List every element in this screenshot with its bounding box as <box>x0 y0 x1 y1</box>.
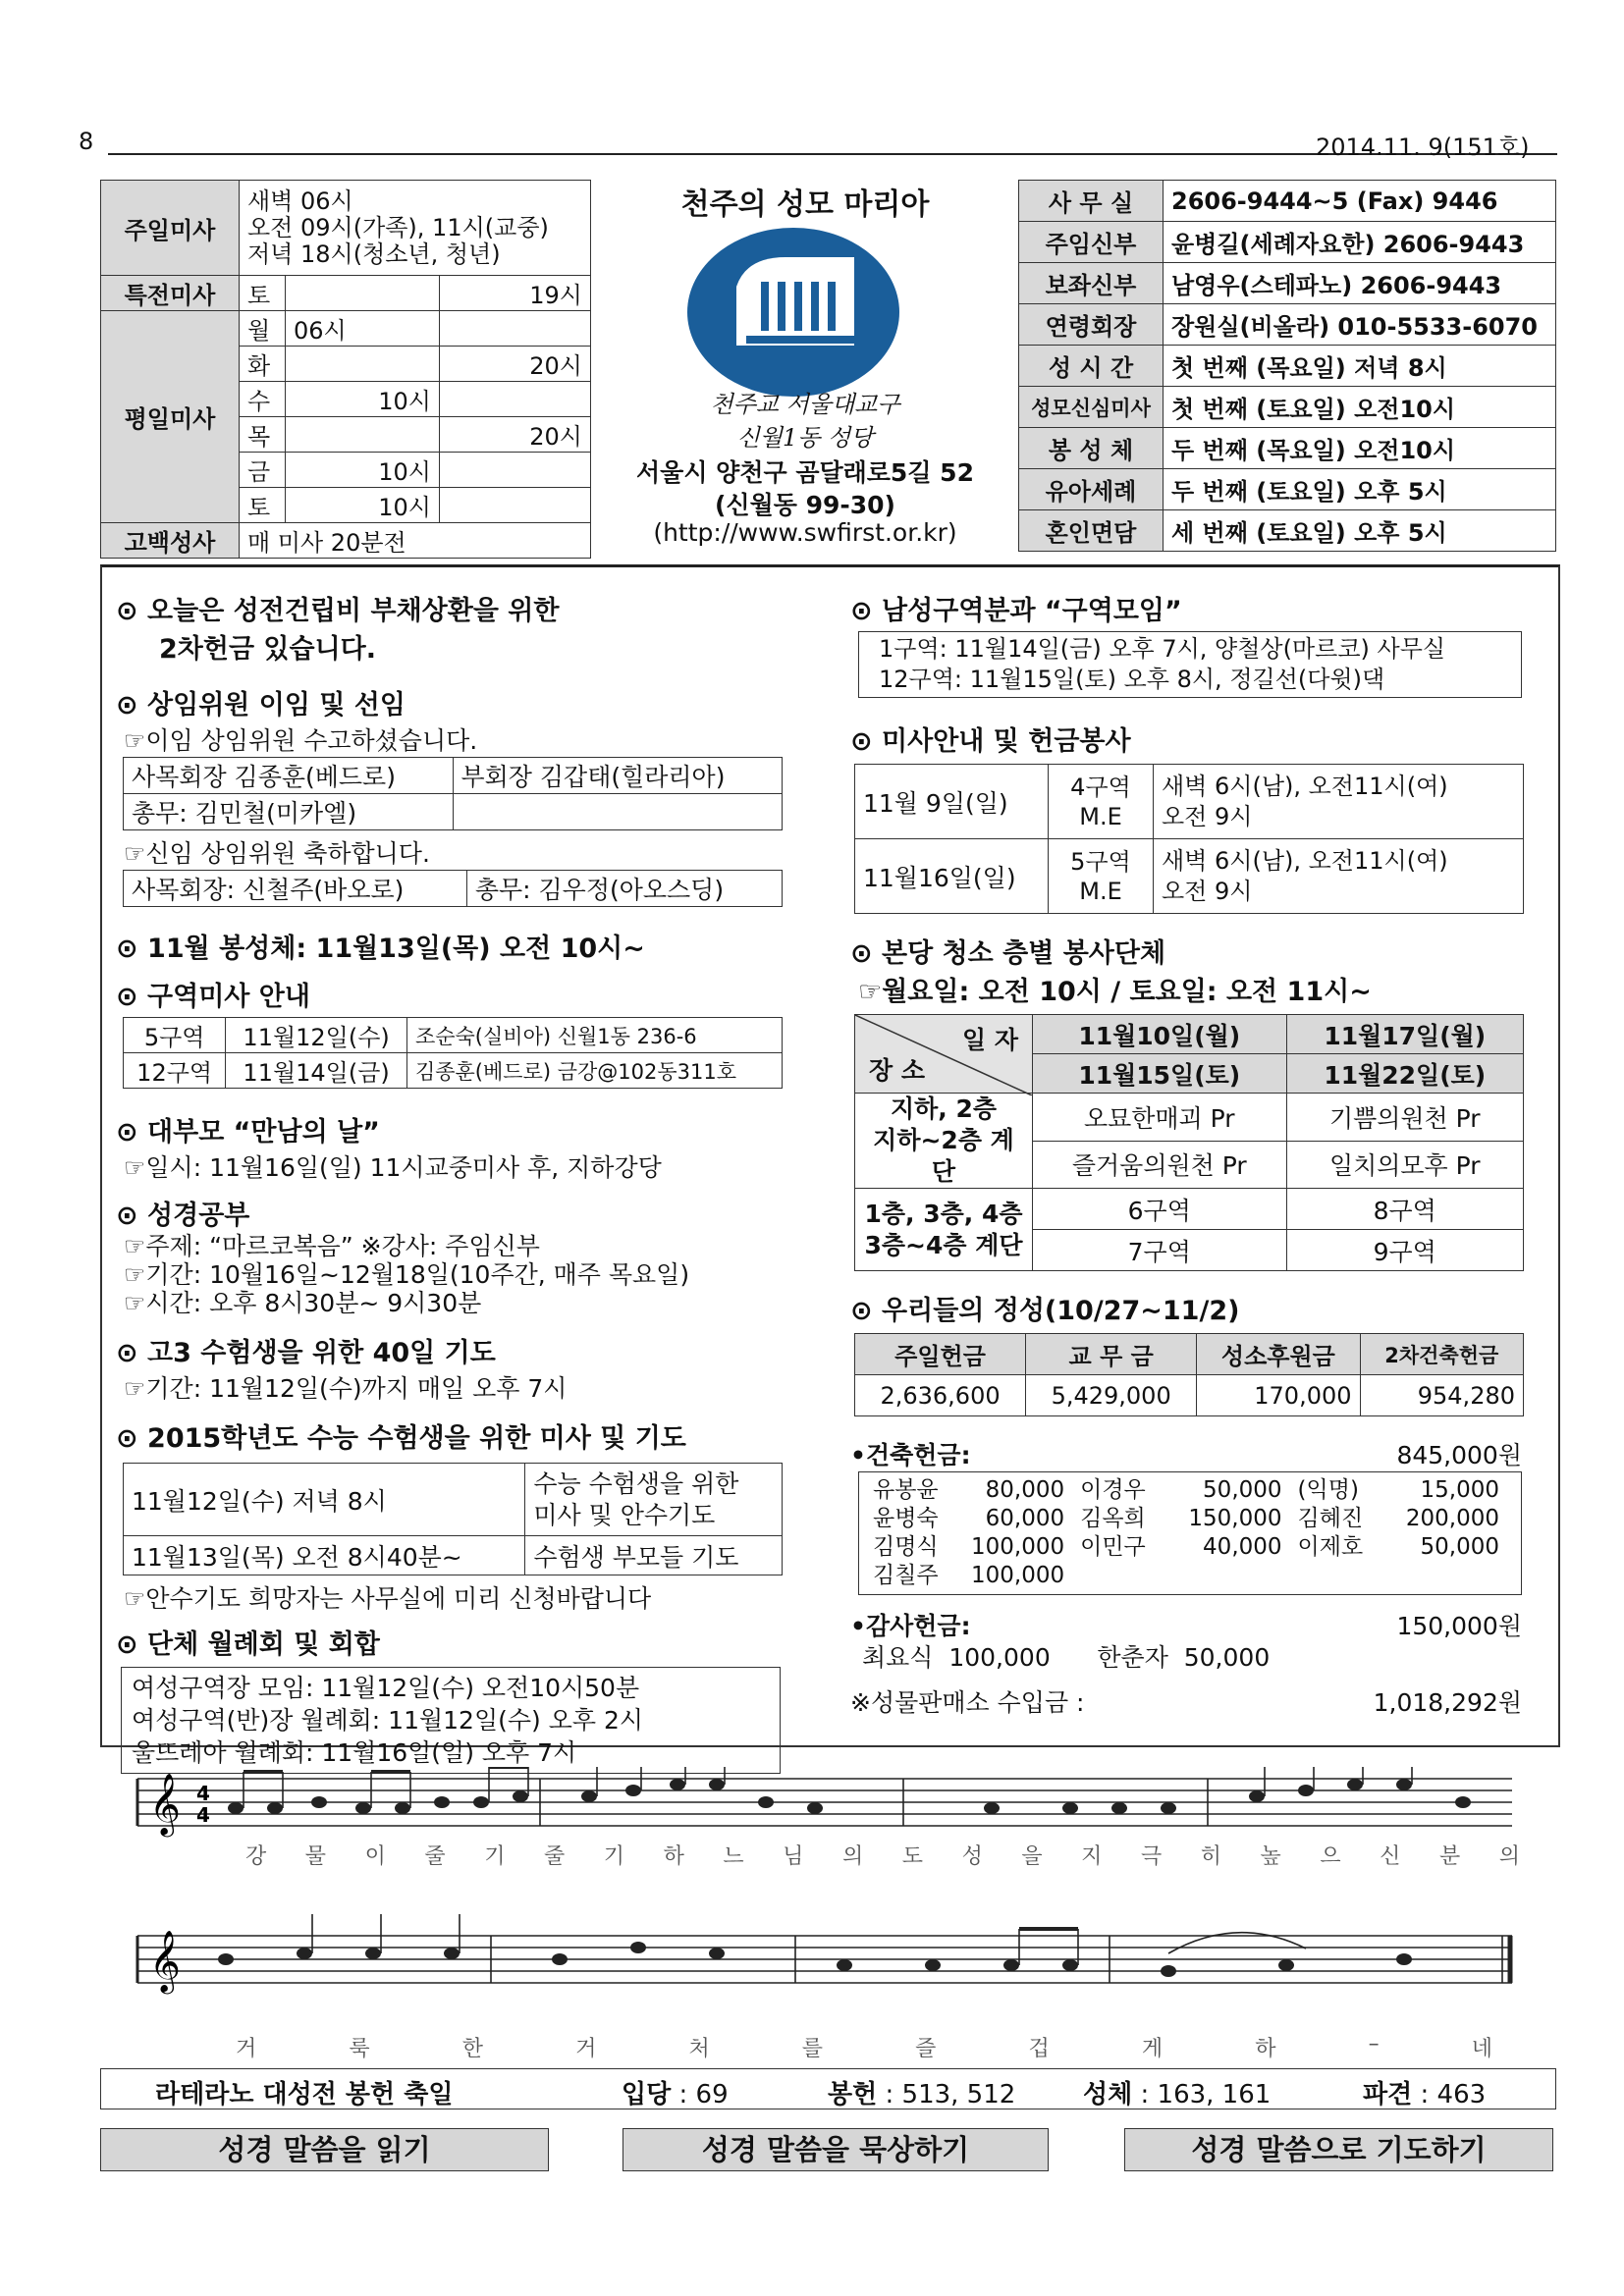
donor-amount: 15,000 <box>1420 1477 1499 1503</box>
cleaning-header-corner <box>855 1015 1033 1094</box>
donor-name: 이경우 <box>1080 1477 1146 1503</box>
district: 12구역 <box>124 1053 226 1089</box>
weekday-early: 06시 <box>285 311 439 347</box>
bible-study-line: ☞시간: 오후 8시30분~ 9시30분 <box>124 1289 482 1317</box>
logo-caption-1: 천주교 서울대교구 <box>710 391 900 418</box>
group-meeting-line: 여성구역장 모임: 11월12일(수) 오전10시50분 <box>132 1674 640 1702</box>
lyric-syllable: 즐 <box>915 2037 937 2061</box>
donor-name: 유봉윤 <box>873 1477 939 1503</box>
parish-address-2: (신월동 99-30) <box>715 491 895 519</box>
contact-label: 사 무 실 <box>1019 181 1164 222</box>
lyric-syllable: 물 <box>304 1844 329 1869</box>
cleaning-date: 11월10일(월) <box>1033 1015 1287 1054</box>
lyric-syllable: 성 <box>961 1844 985 1869</box>
donor-name: 김명식 <box>873 1534 939 1560</box>
district-date: 11월12일(수) <box>226 1018 407 1053</box>
donor-amount: 100,000 <box>971 1534 1065 1560</box>
lyric-syllable: 한 <box>461 2037 483 2061</box>
shop-income-total: 1,018,292원 <box>1373 1688 1522 1717</box>
contact-label: 성 시 간 <box>1019 346 1164 387</box>
lyric-syllable: 기 <box>603 1844 627 1869</box>
committee-title: ⊙ 상임위원 이임 및 선임 <box>116 690 406 721</box>
weekday-mid: 10시 <box>285 453 439 488</box>
incoming-member: 사목회장: 신철주(바오로) <box>124 871 467 907</box>
lyric-syllable: 처 <box>688 2037 710 2061</box>
thanks-offering-header <box>850 1605 1538 1638</box>
south-district-box <box>858 631 1522 698</box>
contact-value: 장원실(비올라) 010-5533-6070 <box>1164 304 1556 346</box>
district-date: 11월14일(금) <box>226 1053 407 1089</box>
cleaning-group: 즐거움의원천 Pr <box>1033 1141 1287 1189</box>
donor-amount: 150,000 <box>1188 1506 1282 1531</box>
donor-amount: 100,000 <box>971 1563 1065 1588</box>
cleaning-date: 11월22일(토) <box>1286 1054 1523 1094</box>
cleaning-head-date: 일 자 <box>961 1026 1018 1054</box>
confession-label: 고백성사 <box>101 523 240 559</box>
hymn-lyrics-line-1 <box>245 1840 1522 1870</box>
lyric-syllable: 거 <box>236 2037 257 2061</box>
thanks-offering-total: 150,000원 <box>1396 1612 1522 1640</box>
organ-pipes-icon <box>687 228 899 397</box>
contact-value: 세 번째 (토요일) 오후 5시 <box>1164 510 1556 552</box>
bible-study-title: ⊙ 성경공부 <box>116 1201 250 1231</box>
contact-value: 남영우(스테파노) 2606-9443 <box>1164 263 1556 304</box>
lyric-syllable: 극 <box>1140 1844 1164 1869</box>
lyric-syllable: 으 <box>1320 1844 1343 1869</box>
prayer-40-text: ☞기간: 11월12일(수)까지 매일 오후 7시 <box>124 1374 568 1403</box>
cleaning-title: ⊙ 본당 청소 층별 봉사단체 <box>850 938 1166 969</box>
logo-caption-2: 신월1동 성당 <box>736 424 874 452</box>
exam-note: ☞안수기도 희망자는 사무실에 미리 신청바랍니다 <box>124 1584 652 1613</box>
special-mass-label: 특전미사 <box>101 276 240 311</box>
cleaning-place: 1층, 3층, 4층 3층~4층 계단 <box>855 1189 1033 1271</box>
contacts-table <box>1018 180 1556 552</box>
donor-name: (익명) <box>1297 1477 1359 1503</box>
offertory-hymn: 봉헌 : 513, 512 <box>828 2080 1016 2109</box>
exam-event: 수능 수험생을 위한 미사 및 안수기도 <box>525 1464 783 1536</box>
right-column <box>850 589 1538 1717</box>
feast-title: 라테라노 대성전 봉헌 축일 <box>155 2080 454 2109</box>
lyric-syllable: 을 <box>1021 1844 1045 1869</box>
weekday-day: 금 <box>239 453 285 488</box>
godparent-text: ☞일시: 11월16일(일) 11시교중미사 후, 지하강당 <box>124 1153 662 1182</box>
outgoing-member: 부회장 김갑태(힐라리아) <box>453 758 783 794</box>
district-mass-title: ⊙ 구역미사 안내 <box>116 982 310 1012</box>
cleaning-group: 오묘한매괴 Pr <box>1033 1094 1287 1142</box>
building-offering-total: 845,000원 <box>1396 1441 1522 1469</box>
cleaning-group: 6구역 <box>1033 1189 1287 1230</box>
parish-address: 서울시 양천구 곰달래로5길 52 <box>636 458 974 487</box>
mass-guide-title: ⊙ 미사안내 및 헌금봉사 <box>850 726 1131 757</box>
contact-value: 두 번째 (목요일) 오전10시 <box>1164 428 1556 469</box>
offering-table <box>854 1333 1524 1416</box>
group-meeting-box <box>121 1667 781 1774</box>
cleaning-group: 9구역 <box>1286 1230 1523 1271</box>
svg-text:4: 4 <box>196 1782 210 1805</box>
offering-head: 주일헌금 <box>855 1334 1026 1375</box>
cleaning-date: 11월17일(월) <box>1286 1015 1523 1054</box>
district-mass-table <box>123 1017 783 1089</box>
weekday-late: 20시 <box>439 347 590 382</box>
contact-label: 혼인면담 <box>1019 510 1164 552</box>
weekday-day: 수 <box>239 382 285 417</box>
svg-text:𝄞: 𝄞 <box>149 1773 181 1835</box>
parish-title: 천주의 성모 마리아 <box>680 187 930 222</box>
weekday-day: 목 <box>239 417 285 453</box>
bible-meditate-box: 성경 말씀을 묵상하기 <box>623 2128 1049 2171</box>
donor-amount: 40,000 <box>1203 1534 1282 1560</box>
guide-date: 11월16일(일) <box>855 839 1049 914</box>
building-donors-box <box>858 1471 1522 1595</box>
shop-income-row <box>850 1680 1538 1717</box>
incoming-committee-table <box>123 870 783 907</box>
bible-study-line: ☞주제: “마르코복음” ※강사: 주임신부 <box>124 1232 540 1260</box>
building-offering-label: •건축헌금: <box>850 1441 971 1469</box>
weekday-mass-label: 평일미사 <box>101 311 240 523</box>
cleaning-group: 8구역 <box>1286 1189 1523 1230</box>
cleaning-place: 지하, 2층 지하~2층 계단 <box>855 1094 1033 1189</box>
lyric-syllable: 를 <box>801 2037 824 2061</box>
lyric-syllable: 도 <box>901 1844 926 1869</box>
weekday-late: 20시 <box>439 417 590 453</box>
lyric-syllable: 지 <box>1081 1844 1105 1869</box>
dismissal-hymn: 파견 : 463 <box>1363 2080 1487 2109</box>
offering-value: 2,636,600 <box>855 1375 1026 1416</box>
weekday-mid: 10시 <box>285 382 439 417</box>
donor-name: 윤병숙 <box>873 1506 939 1531</box>
lyric-syllable: 히 <box>1200 1844 1224 1869</box>
donor-amount: 50,000 <box>1203 1477 1282 1503</box>
exam-prayer-table <box>123 1463 783 1575</box>
exam-event: 수험생 부모들 기도 <box>525 1536 783 1575</box>
guide-times: 새벽 6시(남), 오전11시(여) 오전 9시 <box>1154 765 1524 839</box>
lyric-syllable: 룩 <box>349 2037 370 2061</box>
lyric-syllable: 의 <box>1498 1844 1522 1869</box>
thanks-offering-donors: 최요식 100,000 한춘자 50,000 <box>862 1643 1271 1672</box>
thanks-offering-label: •감사헌금: <box>850 1612 971 1640</box>
lyric-syllable: 줄 <box>424 1844 448 1869</box>
offering-head: 성소후원금 <box>1197 1334 1360 1375</box>
parish-website: (http://www.swfirst.or.kr) <box>653 518 957 547</box>
contact-value: 두 번째 (토요일) 오후 5시 <box>1164 469 1556 510</box>
weekday-late <box>439 311 590 347</box>
contact-label: 유아세례 <box>1019 469 1164 510</box>
district-host: 김종훈(베드로) 금강@102동311호 <box>406 1053 782 1089</box>
lyric-syllable: 의 <box>841 1844 866 1869</box>
guide-times: 새벽 6시(남), 오전11시(여) 오전 9시 <box>1154 839 1524 914</box>
guide-group: 4구역 M.E <box>1049 765 1154 839</box>
group-meeting-line: 여성구역(반)장 월례회: 11월12일(수) 오후 2시 <box>132 1706 644 1735</box>
donor-amount: 60,000 <box>985 1506 1065 1531</box>
south-district-line: 1구역: 11월14일(금) 오후 7시, 양철상(마르코) 사무실 <box>879 635 1446 663</box>
weekday-day: 화 <box>239 347 285 382</box>
donor-amount: 80,000 <box>985 1477 1065 1503</box>
godparent-title: ⊙ 대부모 “만남의 날” <box>116 1117 380 1148</box>
cleaning-schedule: ☞월요일: 오전 10시 / 토요일: 오전 11시~ <box>858 977 1372 1007</box>
lyric-syllable: 네 <box>1471 2037 1492 2061</box>
sunday-mass-label: 주일미사 <box>101 181 240 276</box>
lyric-syllable: 이 <box>364 1844 388 1869</box>
committee-incoming-note: ☞신임 상임위원 축하합니다. <box>124 839 430 868</box>
donor-name: 이제호 <box>1297 1534 1364 1560</box>
contact-label: 보좌신부 <box>1019 263 1164 304</box>
outgoing-member: 사목회장 김종훈(베드로) <box>124 758 454 794</box>
weekday-mid: 10시 <box>285 488 439 523</box>
notice-offering-line2: 2차헌금 있습니다. <box>159 634 377 665</box>
bible-read-box: 성경 말씀을 읽기 <box>100 2128 549 2171</box>
svg-text:4: 4 <box>196 1803 210 1827</box>
contact-label: 주임신부 <box>1019 222 1164 263</box>
exam-date: 11월12일(수) 저녁 8시 <box>124 1464 525 1536</box>
donor-name: 김혜진 <box>1297 1506 1364 1531</box>
mass-schedule-table <box>100 180 591 559</box>
south-district-title: ⊙ 남성구역분과 “구역모임” <box>850 596 1182 626</box>
committee-outgoing-note: ☞이임 상임위원 수고하셨습니다. <box>124 726 478 755</box>
outgoing-committee-table <box>123 757 783 830</box>
donor-amount: 50,000 <box>1420 1534 1499 1560</box>
building-donors-table <box>873 1476 1507 1590</box>
page-number: 8 <box>79 128 94 155</box>
weekday-mass-rows <box>101 311 591 523</box>
contact-value: 윤병길(세례자요한) 2606-9443 <box>1164 222 1556 263</box>
music-staff <box>128 1767 1522 2061</box>
bible-pray-box: 성경 말씀으로 기도하기 <box>1124 2128 1553 2171</box>
guide-group: 5구역 M.E <box>1049 839 1154 914</box>
communion-notice: ⊙ 11월 봉성체: 11월13일(목) 오전 10시~ <box>116 934 645 964</box>
offering-value: 5,429,000 <box>1026 1375 1197 1416</box>
contact-label: 연령회장 <box>1019 304 1164 346</box>
lyric-syllable: 분 <box>1438 1844 1463 1869</box>
donor-name: 김칠주 <box>873 1563 939 1588</box>
lyric-syllable: 기 <box>484 1844 508 1869</box>
offering-value: 954,280 <box>1360 1375 1523 1416</box>
lyric-syllable: 하 <box>663 1844 686 1869</box>
cleaning-head-place: 장 소 <box>869 1056 926 1085</box>
donor-name: 이민구 <box>1080 1534 1146 1560</box>
lyric-syllable: 님 <box>783 1844 806 1869</box>
cleaning-date: 11월15일(토) <box>1033 1054 1287 1094</box>
offering-head: 교 무 금 <box>1026 1334 1197 1375</box>
lyric-syllable: 게 <box>1141 2037 1164 2061</box>
bible-study-line: ☞기간: 10월16일~12월18일(10주간, 매주 목요일) <box>124 1260 690 1289</box>
feast-bar <box>100 2068 1556 2109</box>
lyric-syllable: 겁 <box>1028 2037 1050 2061</box>
cleaning-group: 7구역 <box>1033 1230 1287 1271</box>
group-meeting-line: 울뜨레아 월례회: 11월16일(일) 오후 7시 <box>132 1738 577 1767</box>
incoming-member: 총무: 김우정(아오스딩) <box>466 871 782 907</box>
donor-name: 김옥희 <box>1080 1506 1146 1531</box>
special-mass-time: 19시 <box>439 276 590 311</box>
communion-hymn: 성체 : 163, 161 <box>1083 2080 1272 2109</box>
lyric-syllable: 높 <box>1260 1844 1283 1869</box>
svg-text:𝄞: 𝄞 <box>149 1930 181 1992</box>
district: 5구역 <box>124 1018 226 1053</box>
special-mass-day: 토 <box>239 276 285 311</box>
group-meeting-title: ⊙ 단체 월례회 및 회합 <box>116 1629 380 1660</box>
lyric-syllable: 거 <box>575 2037 597 2061</box>
lyric-syllable: 신 <box>1380 1844 1403 1869</box>
lyric-syllable: 느 <box>723 1844 746 1869</box>
offering-value: 170,000 <box>1197 1375 1360 1416</box>
shop-income-label: ※성물판매소 수입금 : <box>850 1688 1085 1717</box>
mass-guide-table <box>854 764 1524 914</box>
prayer-40-title: ⊙ 고3 수험생을 위한 40일 기도 <box>116 1338 496 1368</box>
cleaning-table <box>854 1014 1524 1271</box>
south-district-line: 12구역: 11월15일(토) 오후 8시, 정길선(다윗)댁 <box>879 666 1385 693</box>
contact-label: 봉 성 체 <box>1019 428 1164 469</box>
lyric-syllable: – <box>1368 2032 1380 2056</box>
notice-offering: ⊙ 오늘은 성전건립비 부채상환을 위한 <box>116 596 560 626</box>
contact-value: 2606-9444~5 (Fax) 9446 <box>1164 181 1556 222</box>
contact-value: 첫 번째 (토요일) 오전10시 <box>1164 387 1556 428</box>
entrance-hymn: 입당 : 69 <box>622 2080 729 2109</box>
weekday-day: 월 <box>239 311 285 347</box>
lyric-syllable: 줄 <box>543 1844 568 1869</box>
exam-prayer-title: ⊙ 2015학년도 수능 수험생을 위한 미사 및 기도 <box>116 1423 686 1454</box>
cleaning-group: 일치의모후 Pr <box>1286 1141 1523 1189</box>
donor-amount: 200,000 <box>1405 1506 1499 1531</box>
offering-title: ⊙ 우리들의 정성(10/27~11/2) <box>850 1296 1240 1326</box>
cleaning-group: 기쁨의원천 Pr <box>1286 1094 1523 1142</box>
parish-logo <box>687 228 899 397</box>
contact-value: 첫 번째 (목요일) 저녁 8시 <box>1164 346 1556 387</box>
district-host: 조순숙(실비아) 신월1동 236-6 <box>406 1018 782 1053</box>
hymn-score <box>128 1767 1522 2061</box>
lyric-syllable: 하 <box>1255 2037 1276 2061</box>
guide-date: 11월 9일(일) <box>855 765 1049 839</box>
lyric-syllable: 강 <box>245 1844 269 1869</box>
issue-date: 2014.11. 9(151호) <box>1316 133 1530 161</box>
exam-date: 11월13일(목) 오전 8시40분~ <box>124 1536 525 1575</box>
confession-text: 매 미사 20분전 <box>239 523 590 559</box>
offering-head: 2차건축헌금 <box>1360 1334 1523 1375</box>
building-offering-header <box>850 1432 1538 1471</box>
contact-label: 성모신심미사 <box>1019 387 1164 428</box>
left-column <box>116 589 793 1774</box>
weekday-day: 토 <box>239 488 285 523</box>
outgoing-member: 총무: 김민철(미카엘) <box>124 794 454 830</box>
hymn-lyrics-line-2 <box>236 2032 1492 2062</box>
sunday-mass-times: 새벽 06시 오전 09시(가족), 11시(교중) 저녁 18시(청소년, 청년) <box>239 181 590 276</box>
